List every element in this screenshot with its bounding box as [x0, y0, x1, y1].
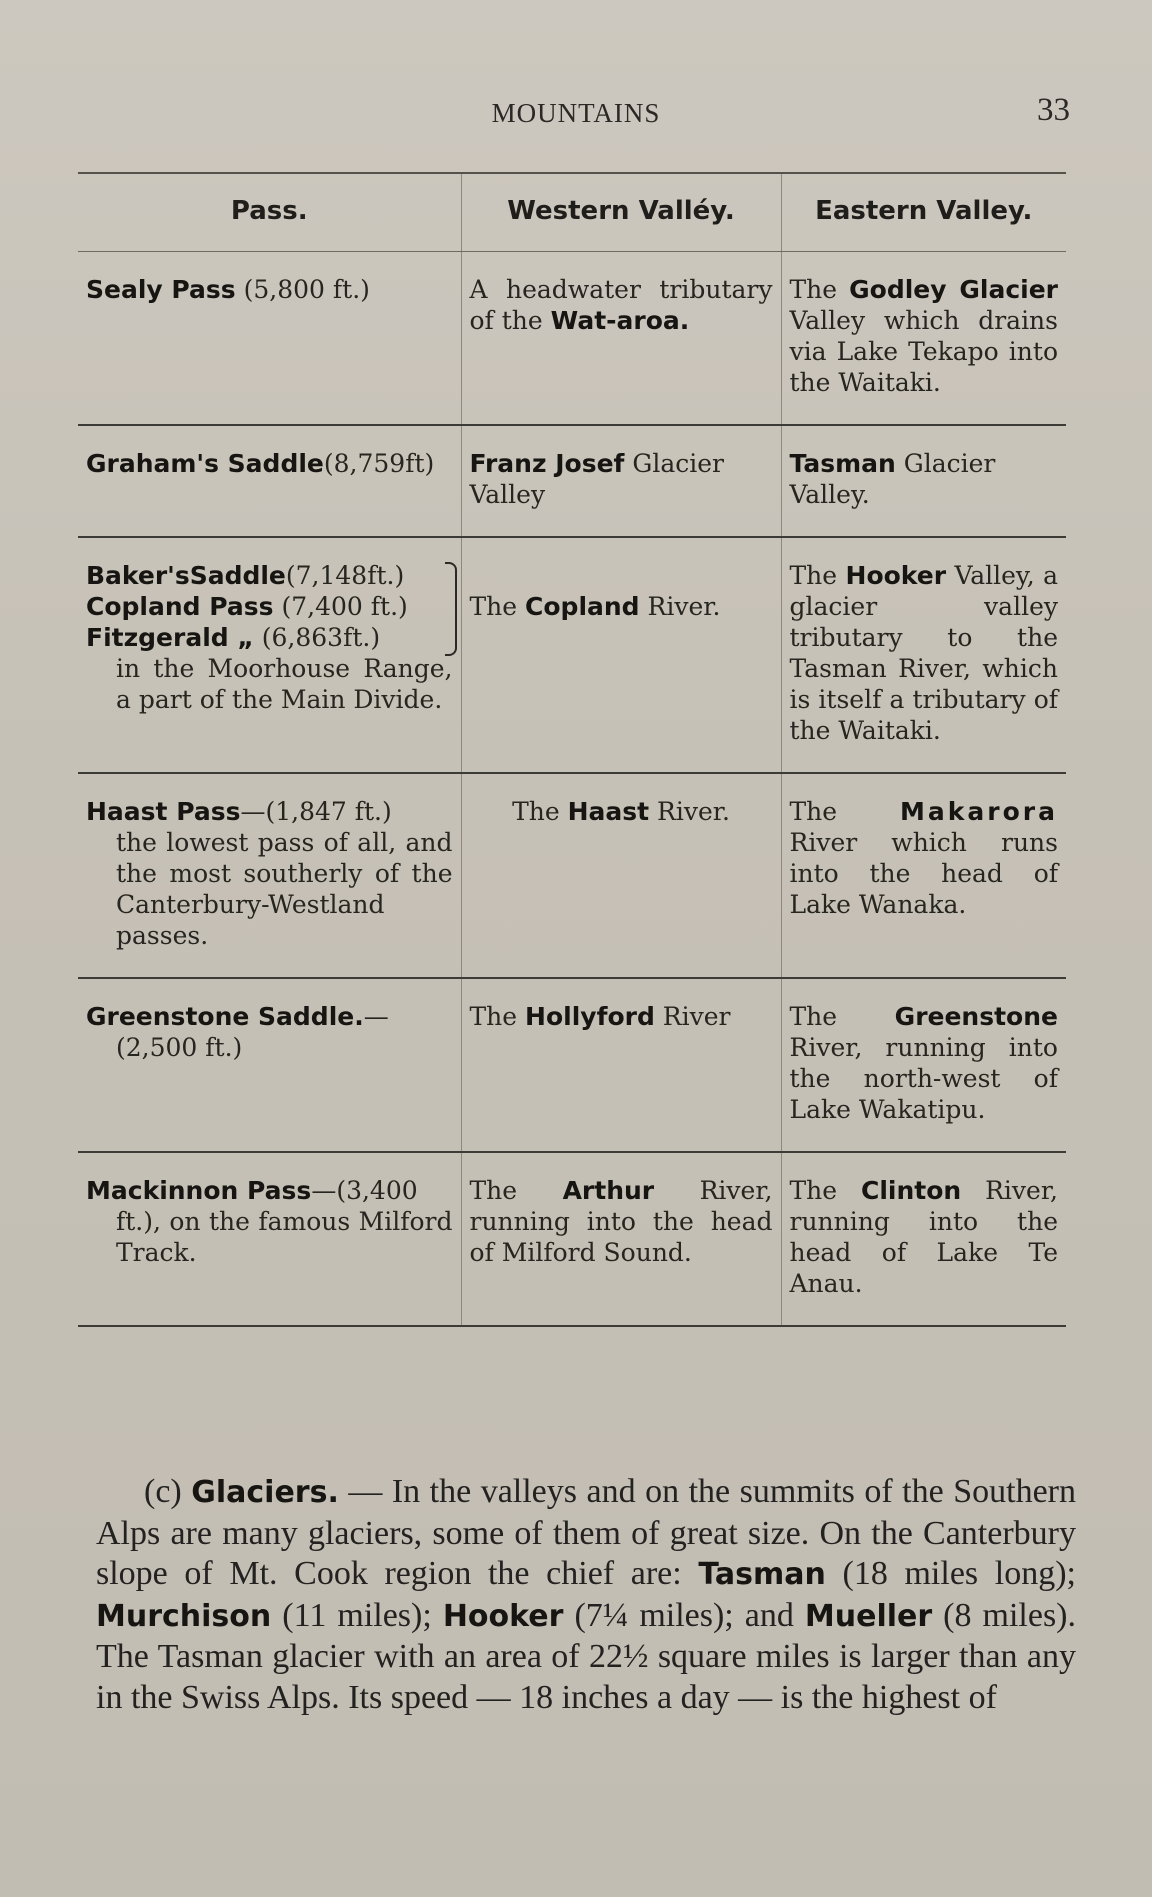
pass-name: Fitzgerald „	[86, 623, 254, 652]
paragraph-text	[96, 1472, 1076, 1718]
table-row	[78, 252, 1066, 426]
western-valley-cell	[461, 978, 781, 1152]
pass-name: Mackinnon Pass	[86, 1176, 312, 1205]
eastern-valley-name: Clinton	[860, 1176, 962, 1205]
eastern-text-pre: The	[789, 1176, 861, 1205]
eastern-valley-name: Greenstone	[894, 1002, 1058, 1031]
pass-cell	[78, 773, 461, 978]
western-river-name: Hollyford	[525, 1002, 655, 1031]
table-row	[78, 773, 1066, 978]
western-river-name: Arthur	[562, 1176, 655, 1205]
western-text: A headwater tributary of the	[469, 275, 773, 335]
page-number: 33	[1037, 92, 1070, 128]
western-river-name: Haast	[567, 797, 650, 826]
pass-detail: (5,800 ft.)	[235, 275, 370, 304]
pass-name: Baker'sSaddle	[86, 561, 286, 590]
pass-line-bakers-saddle	[86, 560, 439, 591]
eastern-text: Valley, a glacier valley tributary to the Tasman River, which is itself a tributary of the Waitaki.	[789, 561, 1058, 745]
eastern-text-pre: The	[789, 561, 846, 590]
text-run: (8 miles). The Tasman glacier with an area of 22½ square miles is larger than any in the Swiss Alps. Its speed — 18 inches a day — is the highest of	[96, 1596, 1077, 1716]
grouping-brace	[445, 562, 457, 656]
table-row	[78, 537, 1066, 773]
western-valley-cell	[461, 252, 781, 426]
table-row	[78, 978, 1066, 1152]
western-text-pre: The	[469, 592, 526, 621]
pass-detail: (7,400 ft.)	[273, 592, 408, 621]
western-text-pre: The	[469, 1002, 526, 1031]
column-header-eastern-valley: Eastern Valley.	[781, 173, 1066, 252]
text-run: — In the valleys and on the summits of the Southern Alps are many glaciers, some of them of great size. On the Canterbury slope of Mt. Cook region the chief are:	[96, 1473, 1076, 1592]
pass-detail: —(1,847 ft.)	[240, 797, 392, 826]
western-valley-cell	[461, 1152, 781, 1326]
pass-detail: (7,148ft.)	[285, 561, 405, 590]
glacier-name: Hooker	[442, 1598, 564, 1634]
pass-cell	[78, 425, 461, 537]
table-row	[78, 425, 1066, 537]
pass-detail: (8,759ft)	[323, 449, 435, 478]
pass-name: Copland Pass	[86, 592, 274, 621]
column-header-western-valley: Western Valléy.	[461, 173, 781, 252]
eastern-valley-name: Makarora	[900, 797, 1058, 826]
eastern-text: Valley which drains via Lake Tekapo into the Waitaki.	[789, 306, 1058, 397]
eastern-valley-name: Godley Glacier	[849, 275, 1058, 304]
pass-detail: —(3,400	[311, 1176, 418, 1205]
table-header-row	[78, 173, 1066, 252]
western-river-name: Franz Josef	[469, 449, 625, 478]
pass-note: in the Moorhouse Range, a part of the Main Divide.	[116, 654, 453, 714]
western-valley-cell	[461, 537, 781, 773]
pass-cell	[78, 537, 461, 773]
pass-cell	[78, 1152, 461, 1326]
pass-detail: —	[363, 1002, 389, 1031]
eastern-valley-cell	[781, 773, 1066, 978]
pass-name: Graham's Saddle	[86, 449, 324, 478]
pass-cell	[78, 252, 461, 426]
pass-name: Haast Pass	[86, 797, 241, 826]
pass-line-copland-pass	[86, 591, 439, 622]
text-run: (11 miles);	[271, 1596, 443, 1634]
table-row	[78, 1152, 1066, 1326]
eastern-text: River, running into the head of Lake Te Anau.	[789, 1176, 1058, 1298]
western-valley-cell	[461, 773, 781, 978]
eastern-valley-cell	[781, 537, 1066, 773]
eastern-text-pre: The	[789, 1002, 895, 1031]
eastern-valley-name: Tasman	[789, 449, 896, 478]
running-head: MOUNTAINS	[491, 98, 661, 128]
passes-table	[78, 172, 1066, 1327]
pass-group	[86, 560, 453, 653]
western-text: River	[654, 1002, 731, 1031]
glacier-name: Tasman	[698, 1557, 826, 1592]
western-text: River.	[649, 797, 730, 826]
glaciers-paragraph	[96, 1472, 1076, 1718]
pass-name: Greenstone Saddle.	[86, 1002, 364, 1031]
western-text: River.	[639, 592, 721, 621]
pass-line-fitzgerald	[86, 622, 439, 653]
pass-detail: (6,863ft.)	[253, 623, 381, 652]
eastern-text: River, running into the north-west of Lake Wakatipu.	[789, 1033, 1058, 1124]
eastern-valley-cell	[781, 425, 1066, 537]
eastern-text: Glacier Valley.	[789, 449, 996, 509]
pass-note: ft.), on the famous Milford Track.	[116, 1207, 453, 1267]
column-header-pass: Pass.	[78, 173, 461, 252]
eastern-valley-cell	[781, 978, 1066, 1152]
section-heading: Glaciers.	[191, 1475, 339, 1510]
section-marker: (c)	[144, 1473, 192, 1510]
pass-note: the lowest pass of all, and the most southerly of the Canterbury-Westland passes.	[116, 828, 453, 950]
text-run: (18 miles long);	[825, 1555, 1076, 1592]
western-river-name: Wat-aroa.	[550, 306, 690, 335]
western-text: River, running into the head of Milford Sound.	[469, 1176, 773, 1267]
eastern-text-pre: The	[789, 275, 850, 304]
western-text-pre: The	[469, 1176, 563, 1205]
eastern-text-pre: The	[789, 797, 901, 826]
pass-cell	[78, 978, 461, 1152]
western-text-pre: The	[512, 797, 568, 826]
western-text: Glacier Valley	[469, 449, 724, 509]
text-run: (7¼ miles); and	[563, 1596, 805, 1634]
pass-note: (2,500 ft.)	[116, 1033, 243, 1062]
eastern-valley-name: Hooker	[845, 561, 947, 590]
eastern-text: River which runs into the head of Lake Wanaka.	[789, 828, 1058, 919]
western-valley-cell	[461, 425, 781, 537]
pass-name: Sealy Pass	[86, 275, 236, 304]
eastern-valley-cell	[781, 252, 1066, 426]
glacier-name: Mueller	[804, 1598, 933, 1634]
glacier-name: Murchison	[96, 1598, 272, 1634]
eastern-valley-cell	[781, 1152, 1066, 1326]
western-river-name: Copland	[525, 592, 640, 621]
